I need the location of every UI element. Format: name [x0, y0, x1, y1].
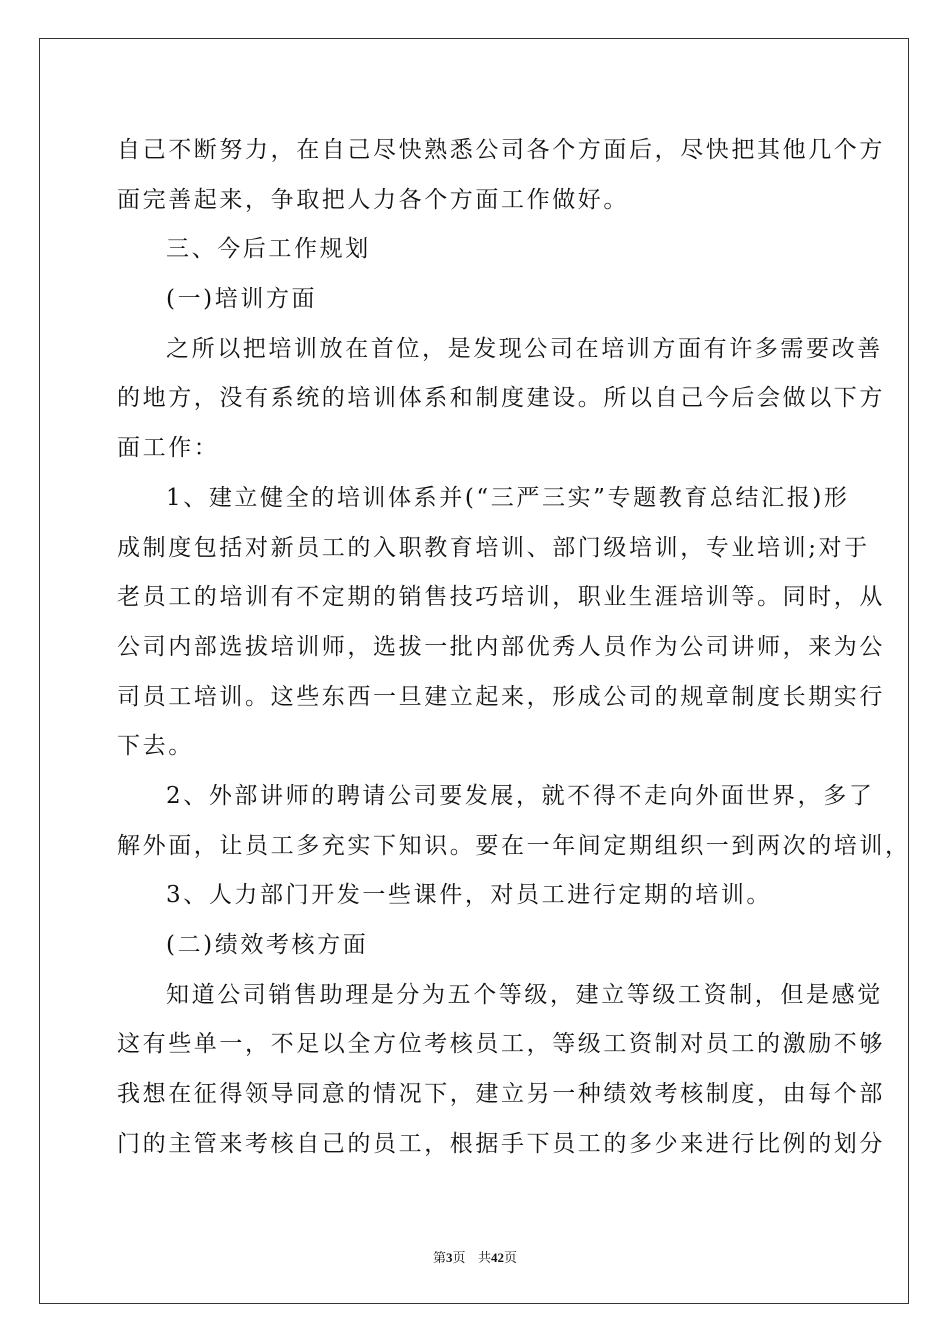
total-prefix: 共 [477, 1251, 491, 1266]
text-line: 门的主管来考核自己的员工，根据手下员工的多少来进行比例的划分 [117, 1130, 885, 1157]
text-line: 面工作： [117, 435, 220, 462]
body-text [117, 126, 911, 1169]
text-line: 的地方，没有系统的培训体系和制度建设。所以自己今后会做以下方 [117, 385, 885, 412]
text-line: 老员工的培训有不定期的销售技巧培训，职业生涯培训等。同时，从 [117, 584, 885, 611]
text-line: 公司内部选拔培训师，选拔一批内部优秀人员作为公司讲师，来为公 [117, 633, 885, 660]
text-line: 2、外部讲师的聘请公司要发展，就不得不走向外面世界，多了 [166, 782, 875, 809]
text-line: 这有些单一，不足以全方位考核员工，等级工资制对员工的激励不够 [117, 1031, 885, 1058]
text-line: 之所以把培训放在首位，是发现公司在培训方面有许多需要改善 [166, 335, 883, 362]
page-suffix: 页 [452, 1251, 466, 1266]
page-prefix: 第 [433, 1251, 447, 1266]
total-suffix: 页 [503, 1251, 517, 1266]
text-line: 3、人力部门开发一些课件，对员工进行定期的培训。 [166, 882, 773, 909]
text-line: 面完善起来，争取把人力各个方面工作做好。 [117, 186, 629, 213]
section-heading: 三、今后工作规划 [166, 236, 371, 263]
total-pages: 42 [490, 1250, 504, 1265]
text-line: 知道公司销售助理是分为五个等级，建立等级工资制，但是感觉 [166, 981, 883, 1008]
subsection-heading: (二)绩效考核方面 [166, 932, 369, 958]
text-line: 1、建立健全的培训体系并(“三严三实”专题教育总结汇报)形 [166, 484, 850, 511]
text-line: 下去。 [117, 733, 194, 760]
text-line: 我想在征得领导同意的情况下，建立另一种绩效考核制度，由每个部 [117, 1081, 885, 1108]
page-number: 3 [446, 1250, 453, 1265]
page-footer [0, 1247, 950, 1266]
subsection-heading: (一)培训方面 [166, 286, 318, 313]
text-line: 自己不断努力，在自己尽快熟悉公司各个方面后，尽快把其他几个方 [117, 137, 885, 163]
text-line: 司员工培训。这些东西一旦建立起来，形成公司的规章制度长期实行 [117, 683, 885, 710]
text-line: 成制度包括对新员工的入职教育培训、部门级培训，专业培训;对于 [117, 534, 870, 561]
text-line: 解外面，让员工多充实下知识。要在一年间定期组织一到两次的培训， [117, 832, 911, 859]
